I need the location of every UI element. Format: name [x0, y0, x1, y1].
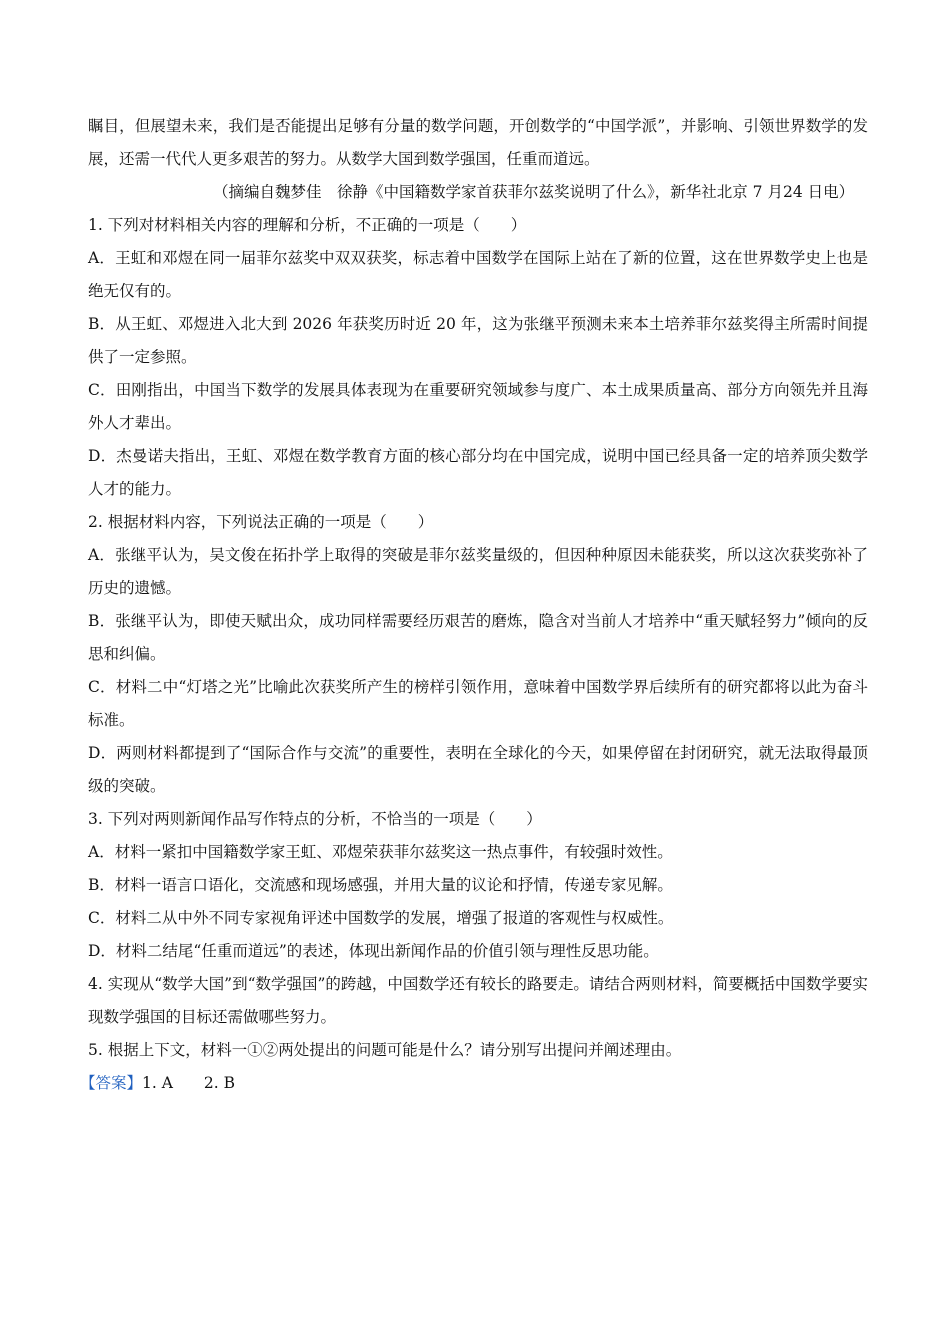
option-d: D．两则材料都提到了“国际合作与交流”的重要性，表明在全球化的今天，如果停留在封闭研究，就无法取得最顶级的突破。	[88, 744, 868, 795]
passage-ending-paragraph: 瞩目，但展望未来，我们是否能提出足够有分量的数学问题，开创数学的“中国学派”，并影响、引领世界数学的发展，还需一代代人更多艰苦的努力。从数学大国到数学强国，任重而道远。	[88, 117, 868, 168]
answer-line	[80, 1067, 868, 1100]
question-stem: 3. 下列对两则新闻作品写作特点的分析，不恰当的一项是（ ）	[88, 810, 542, 828]
question-stem: 5. 根据上下文，材料一①②两处提出的问题可能是什么？请分别写出提问并阐述理由。	[88, 1041, 682, 1059]
option-a: A．王虹和邓煜在同一届菲尔兹奖中双双获奖，标志着中国数学在国际上站在了新的位置，这在世界数学史上也是绝无仅有的。	[88, 249, 868, 300]
question-3	[88, 803, 868, 968]
document-page	[80, 110, 868, 1100]
option-a: A．材料一紧扣中国籍数学家王虹、邓煜荣获菲尔兹奖这一热点事件，有较强时效性。	[88, 843, 673, 861]
answer-tag: 【答案】	[80, 1074, 143, 1092]
option-b: B．从王虹、邓煜进入北大到 2026 年获奖历时近 20 年，这为张继平预测未来本土培养菲尔兹奖得主所需时间提供了一定参照。	[88, 315, 868, 366]
option-b: B．张继平认为，即使天赋出众，成功同样需要经历艰苦的磨炼，隐含对当前人才培养中“重天赋轻努力”倾向的反思和纠偏。	[88, 612, 868, 663]
question-2	[88, 506, 868, 803]
option-b: B．材料一语言口语化，交流感和现场感强，并用大量的议论和抒情，传递专家见解。	[88, 876, 673, 894]
question-1	[88, 209, 868, 506]
option-c: C．田刚指出，中国当下数学的发展具体表现为在重要研究领域参与度广、本土成果质量高、部分方向领先并且海外人才辈出。	[88, 381, 868, 432]
question-stem: 4. 实现从“数学大国”到“数学强国”的跨越，中国数学还有较长的路要走。请结合两则材料，简要概括中国数学要实现数学强国的目标还需做哪些努力。	[88, 975, 868, 1026]
option-d: D．杰曼诺夫指出，王虹、邓煜在数学教育方面的核心部分均在中国完成，说明中国已经具备一定的培养顶尖数学人才的能力。	[88, 447, 868, 498]
question-4	[88, 968, 868, 1034]
option-c: C．材料二中“灯塔之光”比喻此次获奖所产生的榜样引领作用，意味着中国数学界后续所有的研究都将以此为奋斗标准。	[88, 678, 868, 729]
question-5	[88, 1034, 868, 1067]
passage-source-citation: （摘编自魏梦佳 徐静《中国籍数学家首获菲尔兹奖说明了什么》，新华社北京 7 月24 日电）	[213, 183, 855, 201]
answer-text: 1. A 2. B	[142, 1074, 236, 1092]
question-stem: 1. 下列对材料相关内容的理解和分析，不正确的一项是（ ）	[88, 216, 527, 234]
option-d: D．材料二结尾“任重而道远”的表述，体现出新闻作品的价值引领与理性反思功能。	[88, 942, 659, 960]
option-a: A．张继平认为，吴文俊在拓扑学上取得的突破是菲尔兹奖量级的，但因种种原因未能获奖，所以这次获奖弥补了历史的遗憾。	[88, 546, 868, 597]
question-stem: 2. 根据材料内容，下列说法正确的一项是（ ）	[88, 513, 434, 531]
option-c: C．材料二从中外不同专家视角评述中国数学的发展，增强了报道的客观性与权威性。	[88, 909, 674, 927]
